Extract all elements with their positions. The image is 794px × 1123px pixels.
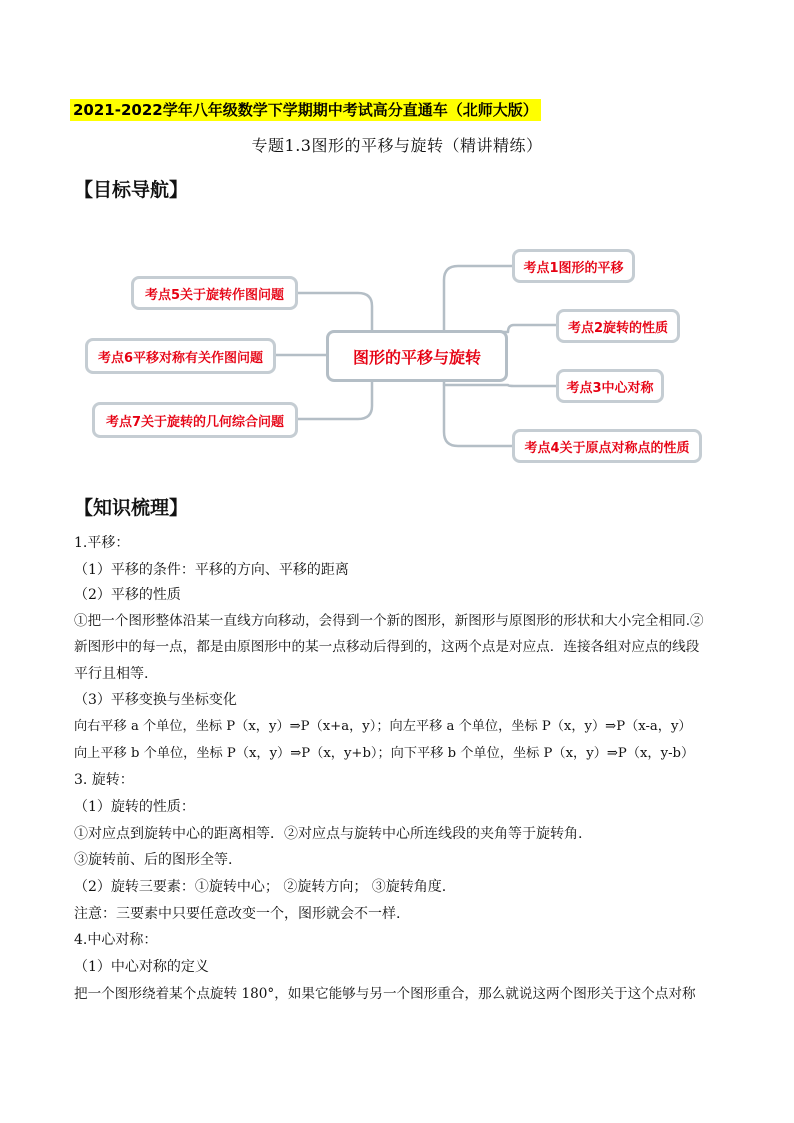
text-line: （1）平移的条件：平移的方向、平移的距离: [74, 562, 349, 578]
text-line: ③旋转前、后的图形全等.: [74, 852, 233, 868]
text-line: （3）平移变换与坐标变化: [74, 692, 237, 708]
text-line: （2）平移的性质: [74, 587, 181, 603]
text-line: （2）旋转三要素：①旋转中心； ②旋转方向； ③旋转角度.: [74, 879, 447, 895]
connector-left-3: [298, 380, 372, 419]
mindmap-node-topic-4: 考点4关于原点对称点的性质: [512, 429, 702, 463]
text-line: ①对应点到旋转中心的距离相等．②对应点与旋转中心所连线段的夹角等于旋转角.: [74, 826, 583, 842]
document-banner: 2021-2022学年八年级数学下学期期中考试高分直通车（北师大版）: [70, 99, 541, 121]
text-line: 新图形中的每一点，都是由原图形中的某一点移动后得到的，这两个点是对应点．连接各组对应点的线段: [74, 639, 700, 655]
section-goals-heading: 【目标导航】: [74, 179, 189, 201]
text-line: 平行且相等.: [74, 666, 149, 682]
mindmap-node-topic-6: 考点6平移对称有关作图问题: [85, 338, 276, 374]
mindmap-node-topic-2: 考点2旋转的性质: [556, 309, 680, 343]
text-line: 注意：三要素中只要任意改变一个，图形就会不一样.: [74, 906, 401, 922]
text-line: （1）中心对称的定义: [74, 959, 209, 975]
text-line: 3. 旋转：: [74, 772, 134, 788]
mindmap-node-topic-7: 考点7关于旋转的几何综合问题: [92, 402, 298, 438]
connector-right-1: [444, 266, 512, 330]
section-knowledge-heading: 【知识梳理】: [74, 497, 189, 519]
text-line: ①把一个图形整体沿某一直线方向移动，会得到一个新的图形，新图形与原图形的形状和大小完全相同.②: [74, 613, 704, 629]
text-line: 1.平移：: [74, 535, 130, 551]
text-line: 把一个图形绕着某个点旋转 180°，如果它能够与另一个图形重合，那么就说这两个图形关于这个点对称: [74, 986, 696, 1002]
text-line: 向上平移 b 个单位，坐标 P（x，y）⇒P（x，y+b）；向下平移 b 个单位，坐标 P（x，y）⇒P（x，y-b）: [74, 746, 695, 761]
text-line: 4.中心对称：: [74, 932, 158, 948]
mindmap-node-topic-5: 考点5关于旋转作图问题: [131, 276, 298, 310]
text-line: 向右平移 a 个单位，坐标 P（x，y）⇒P（x+a，y）；向左平移 a 个单位，坐标 P（x，y）⇒P（x-a，y）: [74, 719, 692, 734]
topic-title: 专题1.3图形的平移与旋转（精讲精练）: [251, 136, 543, 155]
mindmap-center-node: 图形的平移与旋转: [326, 330, 508, 382]
connector-left-1: [298, 293, 372, 330]
connector-right-3: [444, 385, 556, 386]
text-line: （1）旋转的性质：: [74, 799, 195, 815]
mindmap-node-topic-3: 考点3中心对称: [556, 369, 664, 403]
connector-right-4: [444, 380, 512, 446]
mindmap-node-topic-1: 考点1图形的平移: [512, 249, 635, 283]
